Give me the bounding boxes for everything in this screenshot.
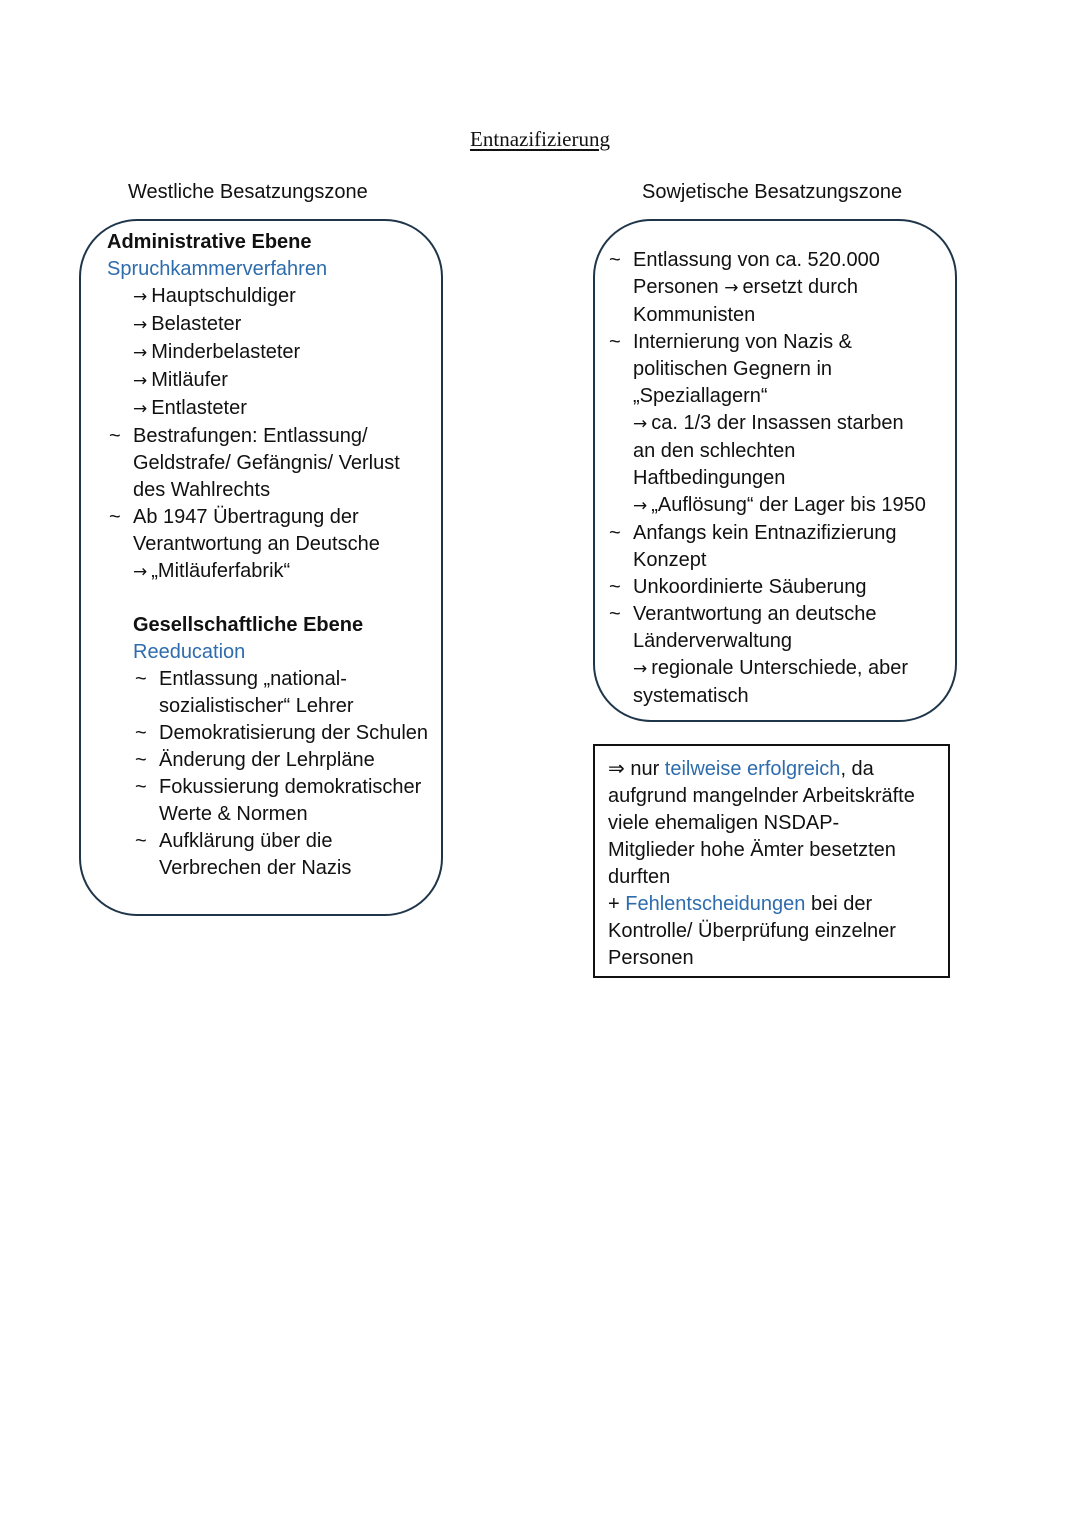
list-item: → Mitläufer bbox=[133, 369, 228, 391]
reeducation-list bbox=[107, 666, 441, 882]
east-zone-box bbox=[593, 219, 957, 722]
list-item: ~ Änderung der Lehrpläne bbox=[159, 747, 441, 774]
concept-bullet: ~ Anfangs kein Entnazifizierung Konzept bbox=[609, 522, 897, 571]
admin-subheading: Spruchkammerverfahren bbox=[107, 258, 328, 280]
list-item: ~ Demokratisierung der Schulen bbox=[159, 720, 441, 747]
society-level-heading: Gesellschaftliche Ebene bbox=[133, 614, 364, 636]
tilde-bullet-icon: ~ bbox=[135, 722, 147, 744]
east-zone-heading: Sowjetische Besatzungszone bbox=[642, 181, 903, 203]
list-item: → Minderbelasteter bbox=[133, 341, 301, 363]
arrow-right-icon: → bbox=[133, 315, 148, 335]
society-subheading: Reeducation bbox=[133, 641, 246, 663]
tilde-bullet-icon: ~ bbox=[609, 331, 621, 353]
list-item: ~ Entlassung „national- sozialistischer“ Lehrer bbox=[135, 668, 354, 717]
category-list bbox=[107, 283, 441, 423]
list-item: ~ Fokussierung demokratischer Werte & Normen bbox=[135, 776, 422, 825]
west-zone-heading: Westliche Besatzungszone bbox=[128, 181, 368, 203]
list-item: → Belasteter bbox=[133, 313, 242, 335]
tilde-bullet-icon: ~ bbox=[609, 603, 621, 625]
admin-level-heading: Administrative Ebene bbox=[107, 231, 312, 253]
page-title: Entnazifizierung bbox=[470, 127, 610, 151]
punishment-bullet: ~ Bestrafungen: Entlassung/ Geldstrafe/ Gefängnis/ Verlust des Wahlrechts bbox=[109, 425, 400, 501]
tilde-bullet-icon: ~ bbox=[135, 830, 147, 852]
responsibility-bullet: ~ Verantwortung an deutsche Länderverwaltung → regionale Unterschiede, aber systematisch bbox=[609, 603, 909, 707]
arrow-right-icon: → bbox=[724, 278, 739, 298]
tilde-bullet-icon: ~ bbox=[109, 506, 121, 528]
highlight-text: teilweise erfolgreich bbox=[664, 758, 841, 780]
implies-icon: ⇒ bbox=[608, 758, 625, 780]
arrow-right-icon: → bbox=[633, 414, 648, 434]
highlight-text: Fehlentscheidungen bbox=[625, 893, 806, 915]
tilde-bullet-icon: ~ bbox=[135, 749, 147, 771]
tilde-bullet-icon: ~ bbox=[609, 522, 621, 544]
arrow-right-icon: → bbox=[133, 287, 148, 307]
list-item: → Entlasteter bbox=[133, 397, 247, 419]
tilde-bullet-icon: ~ bbox=[135, 668, 147, 690]
list-item: ~ Aufklärung über die Verbrechen der Nazis bbox=[135, 830, 352, 879]
arrow-right-icon: → bbox=[633, 496, 648, 516]
tilde-bullet-icon: ~ bbox=[109, 425, 121, 447]
conclusion-box: ⇒ nur teilweise erfolgreich, da aufgrund mangelnder Arbeitskräfte viele ehemaligen NSDAP- Mitglieder hohe Ämter besetzten durften + Fehlentscheidungen bei der Kontrolle/ Überprüfung einzelner Personen bbox=[593, 744, 950, 978]
arrow-right-icon: → bbox=[133, 343, 148, 363]
internment-bullet: ~ Internierung von Nazis & politischen Gegnern in „Speziallagern“ → ca. 1/3 der Insassen starben an den schlechten Haftbedingungen → „Auflösung“ der Lager bis 1950 bbox=[609, 331, 926, 516]
cleansing-bullet: ~ Unkoordinierte Säuberung bbox=[633, 574, 955, 601]
dismissal-bullet: ~ Entlassung von ca. 520.000 Personen → ersetzt durch Kommunisten bbox=[609, 249, 880, 326]
list-item: → Hauptschuldiger bbox=[133, 285, 296, 307]
tilde-bullet-icon: ~ bbox=[135, 776, 147, 798]
transfer-bullet: ~ Ab 1947 Übertragung der Verantwortung an Deutsche → „Mitläuferfabrik“ bbox=[109, 506, 380, 582]
arrow-right-icon: → bbox=[133, 371, 148, 391]
tilde-bullet-icon: ~ bbox=[609, 576, 621, 598]
arrow-right-icon: → bbox=[133, 562, 148, 582]
arrow-right-icon: → bbox=[633, 659, 648, 679]
west-zone-box bbox=[79, 219, 443, 916]
tilde-bullet-icon: ~ bbox=[609, 249, 621, 271]
arrow-right-icon: → bbox=[133, 399, 148, 419]
